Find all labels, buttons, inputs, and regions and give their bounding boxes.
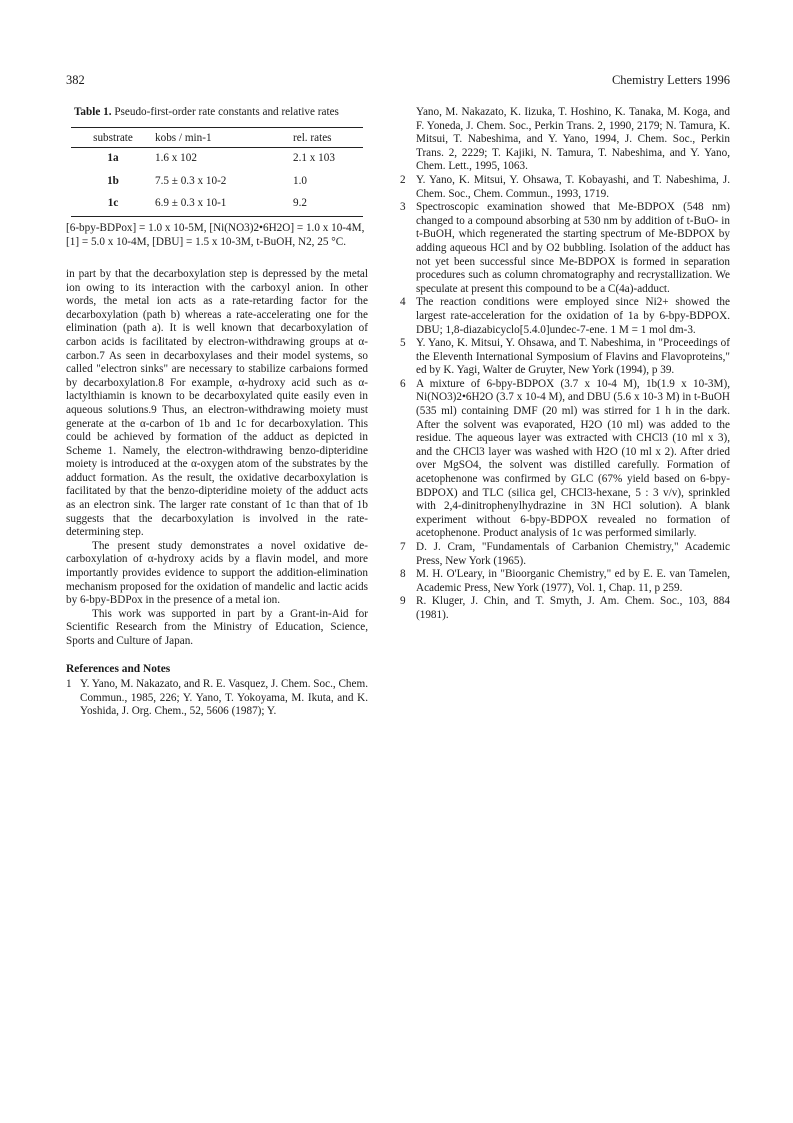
cell-kobs: 1.6 x 102 (155, 152, 197, 165)
reference-item (400, 595, 730, 622)
table-caption (66, 106, 368, 120)
header-rel-rates: rel. rates (293, 131, 332, 144)
table-row (71, 193, 363, 216)
reference-text: Y. Yano, M. Nakazato, and R. E. Vasquez, J. Chem. Soc., Chem. Commun., 1985, 226; Y. Yano, T. Yokoyama, M. Ikuta, and K. Yoshida, J. Org. Chem., 52, 5606 (1987); Y. (80, 678, 368, 718)
reference-number: 9 (400, 595, 406, 608)
cell-rel-rate: 1.0 (293, 174, 307, 187)
reference-number: 5 (400, 337, 406, 350)
body-paragraph: The present study demonstrates a novel oxidative de-carboxylation of α-hydroxy acids by a flavin model, and more importantly provides evidence to support the addition-elimination mechanism proposed for the oxidation of mandelic and lactic acids by 6-bpy-BDPox in the presence of a metal ion. (66, 539, 368, 607)
right-column (400, 106, 730, 623)
cell-substrate: 1c (107, 197, 119, 210)
reference-item (400, 296, 730, 337)
reference-number: 1 (66, 678, 72, 691)
acknowledgement-paragraph: This work was supported in part by a Grant-in-Aid for Scientific Research from the Ministry of Education, Science, Sports and Culture of Japan. (66, 607, 368, 647)
header-kobs: kobs / min-1 (155, 131, 212, 144)
references-heading: References and Notes (66, 662, 171, 675)
cell-rel-rate: 9.2 (293, 197, 307, 210)
reference-number: 6 (400, 377, 406, 390)
reference-item (400, 568, 730, 595)
cell-substrate: 1b (107, 174, 119, 187)
rate-table (71, 127, 363, 217)
cell-kobs: 6.9 ± 0.3 x 10-1 (155, 197, 227, 210)
table-row (71, 148, 363, 171)
reference-number: 2 (400, 173, 406, 186)
reference-item (66, 678, 368, 719)
reference-item (400, 337, 730, 378)
reference-number: 4 (400, 296, 406, 309)
reference-text: D. J. Cram, "Fundamentals of Carbanion Chemistry," Academic Press, New York (1965). (416, 541, 730, 567)
header-substrate: substrate (93, 131, 133, 144)
reference-number: 7 (400, 541, 406, 553)
reference-continuation: Yano, M. Nakazato, K. Iizuka, T. Hoshino, K. Tanaka, M. Koga, and F. Yoneda, J. Chem. Soc., Perkin Trans. 2, 1990, 2179; N. Tamura, K. Mitsui, T. Nabeshima, and Y. Yano, 1994, J. Chem. Soc., Perkin Trans. 2, 2229; T. Kajiki, N. Tamura, T. Nabeshima, and Y. Yano, Chem. Lett., 1995, 1063. (416, 106, 730, 173)
reference-item (400, 541, 730, 568)
reference-text: Y. Yano, K. Mitsui, Y. Ohsawa, and T. Nabeshima, in "Proceedings of the Eleventh International Symposium of Flavins and Flavoproteins," ed by K. Yagi, Walter de Gruyter, New York (1994), p 39. (416, 337, 730, 377)
reference-text: M. H. O'Leary, in "Bioorganic Chemistry," ed by E. E. van Tamelen, Academic Press, New York (1977), Vol. 1, Chap. 11, p 259. (416, 568, 730, 594)
table-caption-text: Pseudo-first-order rate constants and relative rates (114, 106, 339, 118)
reference-item (400, 201, 730, 296)
reference-item (400, 378, 730, 541)
table-footnote-line: [6-bpy-BDPox] = 1.0 x 10-5M, [Ni(NO3)2•6H2O] = 1.0 x 10-4M, (66, 221, 365, 234)
cell-kobs: 7.5 ± 0.3 x 10-2 (155, 174, 227, 187)
reference-text: Y. Yano, K. Mitsui, Y. Ohsawa, T. Kobayashi, and T. Nabeshima, J. Chem. Soc., Chem. Commun., 1993, 1719. (416, 173, 730, 200)
reference-text: A mixture of 6-bpy-BDPOX (3.7 x 10-4 M), 1b(1.9 x 10-3M), Ni(NO3)2•6H2O (3.7 x 10-4 M), and DBU (5.6 x 10-3 M) in t-BuOH (535 ml) containing DMF (20 ml) was stirred for 1 h in the dark. After the solvent was evaporated, H2O (10 ml) was added to the residue. The aqueous layer was extracted with CHCl3 (10 ml x 3), and the CHCl3 layer was washed with H2O (10 ml x 2). After dried over MgSO4, the solvent was distilled carefully. Formation of acetophenone was confirmed by GLC (67% yield based on 6-bpy-BDPOX) and TLC (silica gel, CHCl3-hexane, 5 : 3 v/v), sprinkled with 2,4-dinitrophenylhydrazine in 3N HCl solution). A blank experiment without 6-bpy-BDPOX revealed no formation of acetophenone. Product analysis of 1c was performed similarly. (416, 377, 730, 540)
cell-substrate: 1a (107, 152, 119, 165)
table-label: Table 1. (74, 106, 112, 118)
reference-number: 8 (400, 568, 406, 581)
journal-name: Chemistry Letters 1996 (611, 73, 730, 87)
reference-item (400, 174, 730, 201)
reference-number: 3 (400, 201, 406, 214)
page-header (66, 73, 730, 89)
table-footnote (66, 221, 368, 250)
page-number: 382 (66, 73, 85, 87)
body-paragraph: in part by that the decarboxylation step is depressed by the metal ion owing to its interaction with the carboxyl anion. In other words, the metal ion acts as a rate-retarding factor for the decarboxylation (path b) whereas a rate-accelerating one for the elimination (path a). It is well known that decarboxylation of carbon acids is facilitated by electron-withdrawing groups at α-carbon.7 As seen in decarboxylases and their model systems, so called "electron sinks" are necessary to stabilize carbaions formed by decarboxylation.8 For example, α-hydroxy acid such as α-lactylthiamin is known to be decarboxylated quite easily even in aqueous solutions.9 Thus, an electron-withdrawing moiety must generate at the α-carbon of 1b and 1c for decarboxylation. This could be achieved by formation of the adduct as depicted in Scheme 1. Namely, the electron-withdrawing benzo-dipteridine moiety is introduced at the α-oxygen atom of the substrates by the adduct formation. As the result, the oxidative decarboxylation is facilitated by that the benzo-dipteridine moiety of the adduct acts as an electron sink. The larger rate constant of 1c than that of 1b suggests that the decarboxylation is involved in the rate-determining step. (66, 267, 368, 539)
table-row (71, 171, 363, 194)
reference-text: R. Kluger, J. Chin, and T. Smyth, J. Am. Chem. Soc., 103, 884 (1981). (416, 595, 730, 621)
table-header-row (71, 127, 363, 148)
reference-text: Spectroscopic examination showed that Me-BDPOX (548 nm) changed to a compound absorbing at 530 nm by addition of t-BuO- in t-BuOH, which regenerated the starting spectrum of Me-BDPOX by adding aqueous HCl and by O2 bubbling. Isolation of the adduct has not yet been successful since Me-BDPOX is formed in separation procedures such as column chromatography and recrystallization. We speculate at present this compound to be a C(4a)-adduct. (416, 201, 730, 295)
cell-rel-rate: 2.1 x 103 (293, 152, 335, 165)
reference-text: The reaction conditions were employed since Ni2+ showed the largest rate-acceleration for the oxidation of 1a by 6-bpy-BDPOX. DBU; 1,8-diazabicyclo[5.4.0]undec-7-ene. 1 M = 1 mol dm-3. (416, 296, 730, 336)
table-footnote-line: [1] = 5.0 x 10-4M, [DBU] = 1.5 x 10-3M, t-BuOH, N2, 25 °C. (66, 236, 346, 249)
left-column (66, 106, 368, 719)
